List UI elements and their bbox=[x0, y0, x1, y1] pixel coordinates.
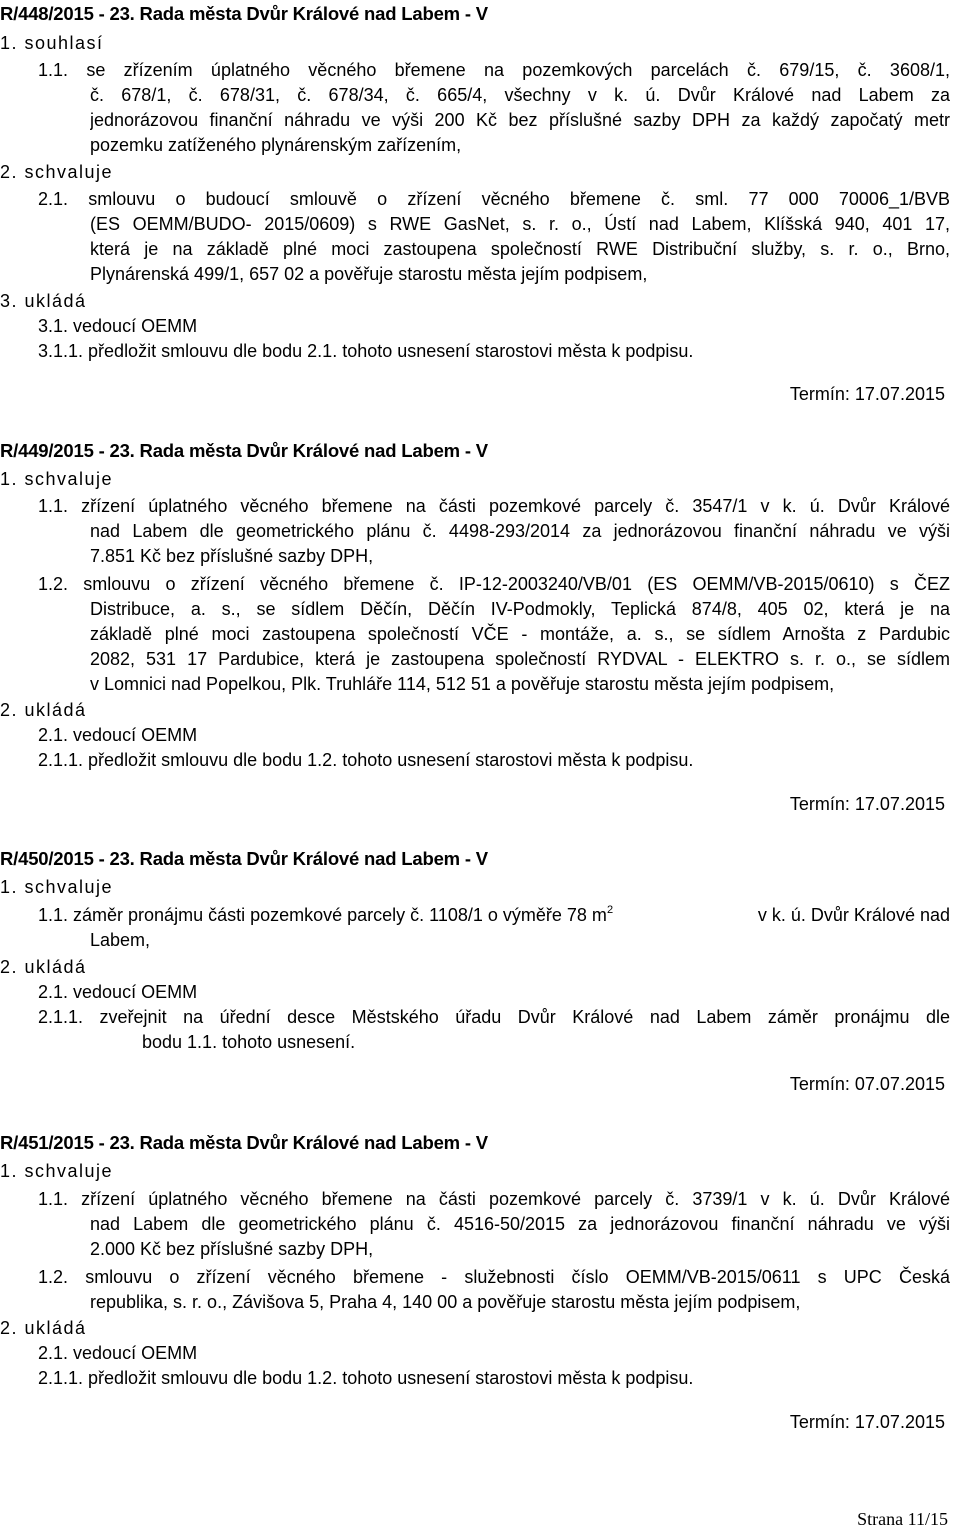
text-line: 2.1. vedoucí OEMM bbox=[38, 982, 198, 1002]
text-line: Distribuce, a. s., se sídlem Děčín, Děčín IV-Podmokly, Teplická 874/8, 405 02, která je na bbox=[90, 599, 950, 619]
resolution-verb: 2. ukládá bbox=[0, 957, 87, 977]
text-line: (ES OEMM/BUDO- 2015/0609) s RWE GasNet, s. r. o., Ústí nad Labem, Klíšská 940, 401 17, bbox=[90, 214, 950, 234]
resolution-verb: 2. ukládá bbox=[0, 1318, 87, 1338]
text-line: 3.1. vedoucí OEMM bbox=[38, 316, 198, 336]
resolution-verb: 2. schvaluje bbox=[0, 162, 114, 182]
resolution-header: R/450/2015 - 23. Rada města Dvůr Králové nad Labem - V bbox=[0, 848, 488, 869]
text-line: 2.1. vedoucí OEMM bbox=[38, 725, 198, 745]
deadline: Termín: 07.07.2015 bbox=[789, 1074, 945, 1094]
text-line: 2.000 Kč bez příslušné sazby DPH, bbox=[90, 1239, 374, 1259]
text-line bbox=[38, 903, 950, 927]
text-line: Plynárenská 499/1, 657 02 a pověřuje starostu města jejím podpisem, bbox=[90, 264, 648, 284]
resolution-verb: 1. schvaluje bbox=[0, 1161, 114, 1181]
text-line: Labem, bbox=[90, 930, 151, 950]
text-line: 2.1. vedoucí OEMM bbox=[38, 1343, 198, 1363]
resolution-verb: 1. souhlasí bbox=[0, 33, 104, 53]
resolution-verb: 3. ukládá bbox=[0, 291, 87, 311]
text-line: nad Labem dle geometrického plánu č. 4516-50/2015 za jednorázovou finanční náhradu ve výši bbox=[90, 1214, 950, 1234]
text-line: 7.851 Kč bez příslušné sazby DPH, bbox=[90, 546, 374, 566]
deadline: Termín: 17.07.2015 bbox=[789, 794, 945, 814]
text-line: 2.1.1. zveřejnit na úřední desce Městského úřadu Dvůr Králové nad Labem záměr pronájmu dle bbox=[38, 1007, 950, 1027]
text-line: 1.1. se zřízením úplatného věcného břemene na pozemkových parcelách č. 679/15, č. 3608/1, bbox=[38, 60, 950, 80]
resolution-verb: 1. schvaluje bbox=[0, 469, 114, 489]
text-line: 1.2. smlouvu o zřízení věcného břemene - služebnosti číslo OEMM/VB-2015/0611 s UPC Česká bbox=[38, 1267, 950, 1287]
text-line: v Lomnici nad Popelkou, Plk. Truhláře 114, 512 51 a pověřuje starostu města jejím podpisem, bbox=[90, 674, 835, 694]
text-span: 1.1. záměr pronájmu části pozemkové parcely č. 1108/1 o výměře 78 m bbox=[38, 905, 607, 925]
text-line: která je na základě plné moci zastoupena společností RWE Distribuční služby, s. r. o., Brno, bbox=[90, 239, 950, 259]
page-number: Strana 11/15 bbox=[857, 1509, 948, 1529]
text-line: základě plné moci zastoupena společností VČE - montáže, a. s., se sídlem Arnošta z Pardubic bbox=[90, 624, 950, 644]
deadline: Termín: 17.07.2015 bbox=[789, 1412, 945, 1432]
text-line: 1.2. smlouvu o zřízení věcného břemene č. IP-12-2003240/VB/01 (ES OEMM/VB-2015/0610) s ČEZ bbox=[38, 574, 950, 594]
text-line: pozemku zatíženého plynárenským zařízením, bbox=[90, 135, 462, 155]
text-line: republika, s. r. o., Závišova 5, Praha 4, 140 00 a pověřuje starostu města jejím podpisem, bbox=[90, 1292, 801, 1312]
resolution-header: R/449/2015 - 23. Rada města Dvůr Králové nad Labem - V bbox=[0, 440, 488, 461]
text-line: jednorázovou finanční náhradu ve výši 200 Kč bez příslušné sazby DPH za každý započatý metr bbox=[90, 110, 950, 130]
resolution-verb: 2. ukládá bbox=[0, 700, 87, 720]
deadline: Termín: 17.07.2015 bbox=[789, 384, 945, 404]
text-span: v k. ú. Dvůr Králové nad bbox=[757, 905, 950, 925]
text-line: č. 678/1, č. 678/31, č. 678/34, č. 665/4, všechny v k. ú. Dvůr Králové nad Labem za bbox=[90, 85, 950, 105]
resolution-header: R/448/2015 - 23. Rada města Dvůr Králové nad Labem - V bbox=[0, 3, 488, 24]
text-line: 2082, 531 17 Pardubice, která je zastoupena společností RYDVAL - ELEKTRO s. r. o., se sídlem bbox=[90, 649, 950, 669]
text-line: 3.1.1. předložit smlouvu dle bodu 2.1. tohoto usnesení starostovi města k podpisu. bbox=[38, 341, 694, 361]
text-line: 1.1. zřízení úplatného věcného břemene na části pozemkové parcely č. 3739/1 v k. ú. Dvůr Králové bbox=[38, 1189, 950, 1209]
resolution-verb: 1. schvaluje bbox=[0, 877, 114, 897]
text-line: 2.1. smlouvu o budoucí smlouvě o zřízení věcného břemene č. sml. 77 000 70006_1/BVB bbox=[38, 189, 950, 209]
text-line: nad Labem dle geometrického plánu č. 4498-293/2014 za jednorázovou finanční náhradu ve výši bbox=[90, 521, 950, 541]
superscript: 2 bbox=[606, 904, 614, 916]
text-line: 1.1. zřízení úplatného věcného břemene na části pozemkové parcely č. 3547/1 v k. ú. Dvůr Králové bbox=[38, 496, 950, 516]
text-line: 2.1.1. předložit smlouvu dle bodu 1.2. tohoto usnesení starostovi města k podpisu. bbox=[38, 1368, 694, 1388]
text-line: bodu 1.1. tohoto usnesení. bbox=[142, 1032, 356, 1052]
text-line: 2.1.1. předložit smlouvu dle bodu 1.2. tohoto usnesení starostovi města k podpisu. bbox=[38, 750, 694, 770]
resolution-header: R/451/2015 - 23. Rada města Dvůr Králové nad Labem - V bbox=[0, 1132, 488, 1153]
